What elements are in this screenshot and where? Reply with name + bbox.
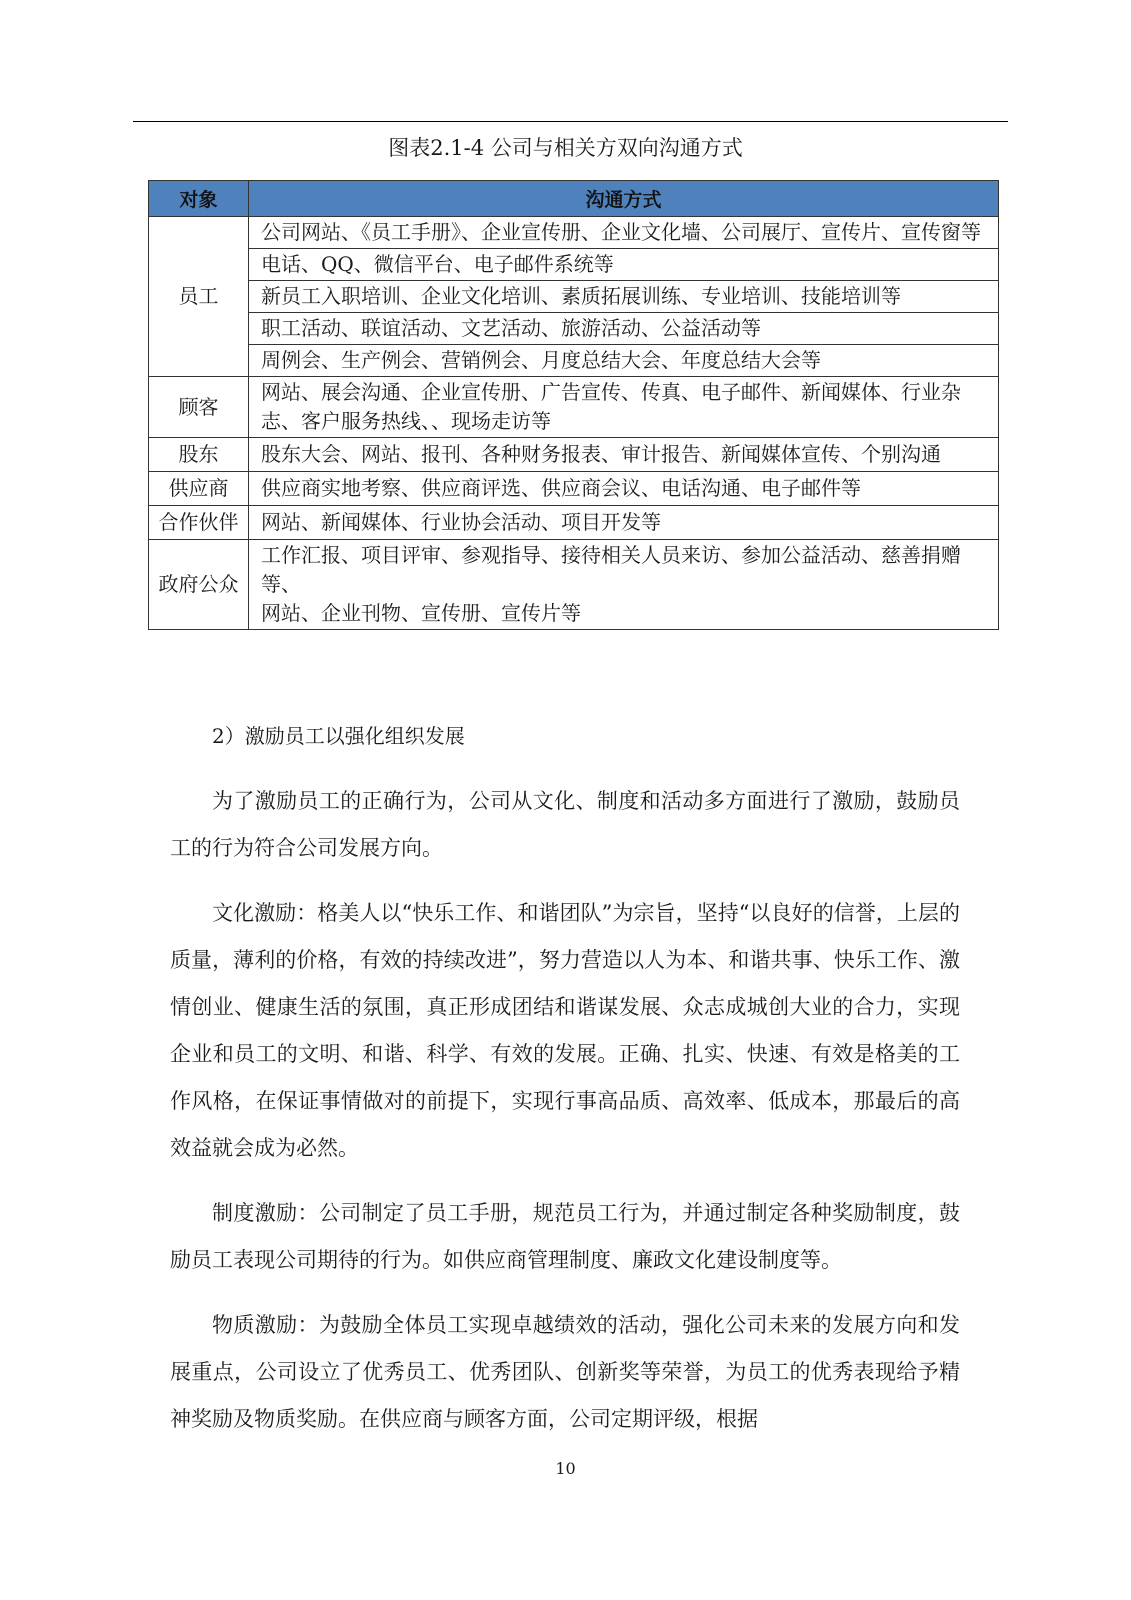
table-row — [149, 377, 999, 438]
method-cell: 网站、展会沟通、企业宣传册、广告宣传、传真、电子邮件、新闻媒体、行业杂志、客户服务热线、、现场走访等 — [249, 377, 999, 438]
category-cell: 股东 — [149, 438, 249, 472]
page-number: 10 — [555, 1459, 576, 1478]
table-row — [149, 506, 999, 540]
table-row — [149, 345, 999, 377]
table-row — [149, 281, 999, 313]
category-cell: 员工 — [149, 217, 249, 377]
communication-table — [148, 180, 999, 630]
header-rule — [133, 121, 1008, 122]
category-cell: 政府公众 — [149, 540, 249, 630]
paragraph: 文化激励：格美人以“快乐工作、和谐团队”为宗旨，坚持“以良好的信誉，上层的质量，薄利的价格，有效的持续改进”，努力营造以人为本、和谐共事、快乐工作、激情创业、健康生活的氛围，真正形成团结和谐谋发展、众志成城创大业的合力，实现企业和员工的文明、和谐、科学、有效的发展。正确、扎实、快速、有效是格美的工作风格，在保证事情做对的前提下，实现行事高品质、高效率、低成本，那最后的高效益就会成为必然。 — [170, 901, 960, 1160]
method-cell: 职工活动、联谊活动、文艺活动、旅游活动、公益活动等 — [249, 313, 999, 345]
method-cell: 电话、QQ、微信平台、电子邮件系统等 — [249, 249, 999, 281]
table-row — [149, 438, 999, 472]
method-line: 工作汇报、项目评审、参观指导、接待相关人员来访、参加公益活动、慈善捐赠等、 — [261, 543, 961, 596]
method-cell: 供应商实地考察、供应商评选、供应商会议、电话沟通、电子邮件等 — [249, 472, 999, 506]
method-cell: 新员工入职培训、企业文化培训、素质拓展训练、专业培训、技能培训等 — [249, 281, 999, 313]
table-row — [149, 313, 999, 345]
paragraph: 制度激励：公司制定了员工手册，规范员工行为，并通过制定各种奖励制度，鼓励员工表现公司期待的行为。如供应商管理制度、廉政文化建设制度等。 — [170, 1201, 960, 1272]
table-caption: 图表2.1-4 公司与相关方双向沟通方式 — [388, 136, 743, 160]
header-target: 对象 — [149, 181, 249, 217]
section-subheading: 2）激励员工以强化组织发展 — [212, 724, 465, 748]
category-cell: 顾客 — [149, 377, 249, 438]
header-method: 沟通方式 — [249, 181, 999, 217]
table-row — [149, 217, 999, 249]
method-cell: 股东大会、网站、报刊、各种财务报表、审计报告、新闻媒体宣传、个别沟通 — [249, 438, 999, 472]
table-row — [149, 472, 999, 506]
body-text — [170, 778, 960, 1461]
method-cell: 公司网站、《员工手册》、企业宣传册、企业文化墙、公司展厅、宣传片、宣传窗等 — [249, 217, 999, 249]
table-header-row — [149, 181, 999, 217]
category-cell: 合作伙伴 — [149, 506, 249, 540]
paragraph: 物质激励：为鼓励全体员工实现卓越绩效的活动，强化公司未来的发展方向和发展重点，公司设立了优秀员工、优秀团队、创新奖等荣誉，为员工的优秀表现给予精神奖励及物质奖励。在供应商与顾客方面，公司定期评级，根据 — [170, 1313, 960, 1431]
method-line: 网站、企业刊物、宣传册、宣传片等 — [261, 601, 581, 625]
category-cell: 供应商 — [149, 472, 249, 506]
paragraph: 为了激励员工的正确行为，公司从文化、制度和活动多方面进行了激励，鼓励员工的行为符合公司发展方向。 — [170, 789, 960, 860]
table-row — [149, 249, 999, 281]
method-cell — [249, 540, 999, 630]
table-row — [149, 540, 999, 630]
method-cell: 周例会、生产例会、营销例会、月度总结大会、年度总结大会等 — [249, 345, 999, 377]
method-cell: 网站、新闻媒体、行业协会活动、项目开发等 — [249, 506, 999, 540]
